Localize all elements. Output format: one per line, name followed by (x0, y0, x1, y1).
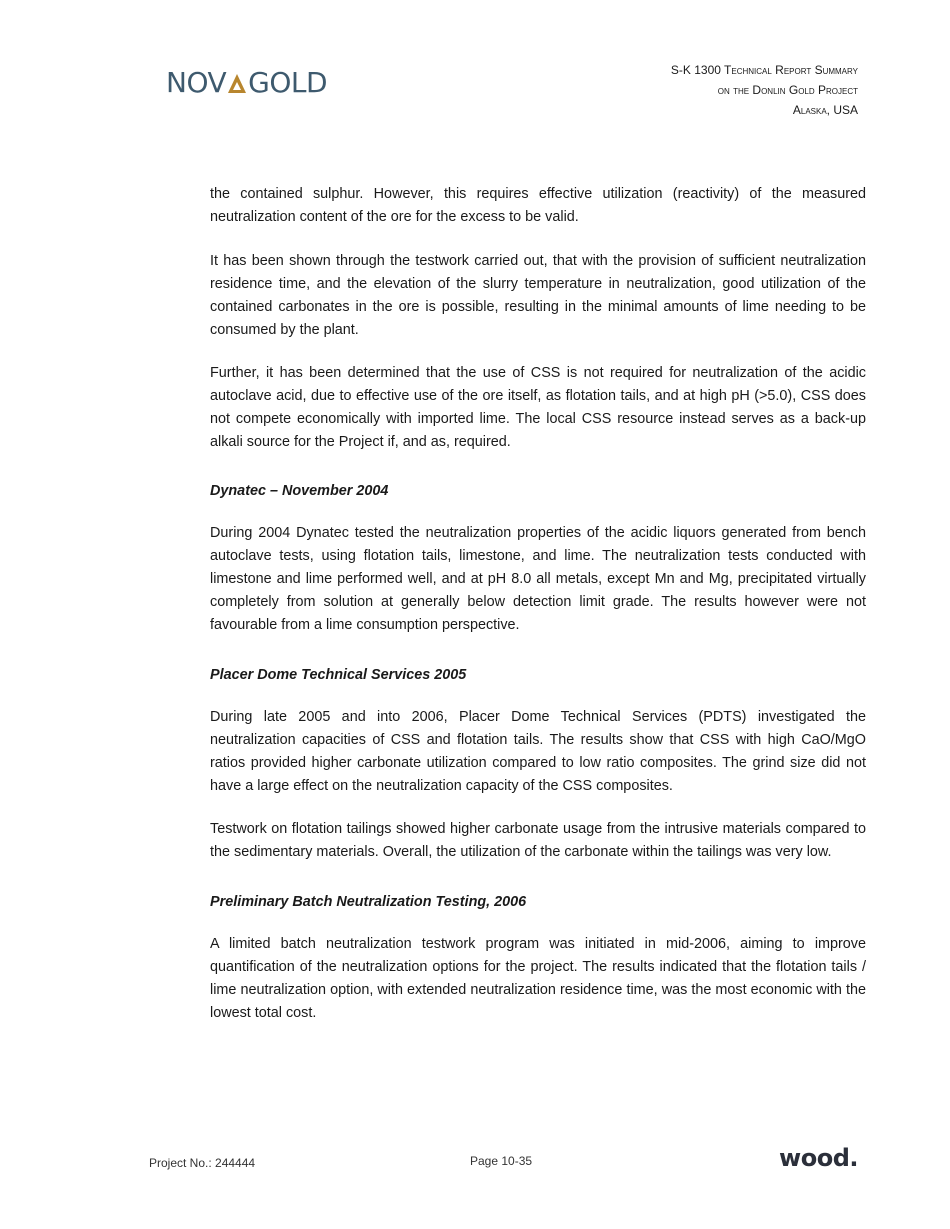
page-number: Page 10-35 (470, 1154, 533, 1168)
body-paragraph: A limited batch neutralization testwork program was initiated in mid-2006, aiming to improve quantification of the neutralization options for the project. The results indicated that the flotation tails / lime neutralization option, with extended neutralization residence time, was the most economic with the lowest total cost. (210, 936, 866, 1021)
report-title-block (671, 60, 858, 120)
wood-logo: wood. (779, 1144, 858, 1172)
report-title-line-2: on the Donlin Gold Project (717, 83, 858, 97)
section-heading: Dynatec – November 2004 (210, 483, 389, 499)
body-paragraph: It has been shown through the testwork carried out, that with the provision of sufficient neutralization residence time, and the elevation of the slurry temperature in neutralization, good utilization of the contained carbonates in the ore is possible, resulting in the minimal amounts of lime needing to be consumed by the plant. (210, 253, 866, 338)
section-heading: Preliminary Batch Neutralization Testing, 2006 (210, 894, 527, 910)
body-paragraph: Further, it has been determined that the use of CSS is not required for neutralization of the acidic autoclave acid, due to effective use of the ore itself, as flotation tails, and at high pH (>5.0), CSS does not compete economically with imported lime. The local CSS resource instead serves as a back-up alkali source for the Project if, and as, required. (210, 365, 866, 450)
body-paragraph: Testwork on flotation tailings showed higher carbonate usage from the intrusive materials compared to the sedimentary materials. Overall, the utilization of the carbonate within the tailings was very low. (210, 821, 866, 860)
body-paragraph: During 2004 Dynatec tested the neutralization properties of the acidic liquors generated from bench autoclave tests, using flotation tails, limestone, and lime. The neutralization tests conducted with limestone and lime performed well, and at pH 8.0 all metals, except Mn and Mg, precipitated virtually completely from solution at generally below detection limit grade. The results however were not favourable from a lime consumption perspective. (210, 525, 866, 633)
body-paragraph: During late 2005 and into 2006, Placer Dome Technical Services (PDTS) investigated the neutralization capacities of CSS and flotation tails. The results show that CSS with high CaO/MgO ratios provided higher carbonate utilization compared to low ratio composites. The grind size did not have a large effect on the neutralization capacity of the CSS composites. (210, 709, 866, 794)
logo-text-start: NOV (166, 66, 227, 99)
logo-text-end: GOLD (248, 66, 328, 99)
novagold-logo (166, 66, 327, 99)
document-body (210, 183, 866, 1025)
project-number: Project No.: 244444 (149, 1156, 256, 1170)
section-heading: Placer Dome Technical Services 2005 (210, 667, 467, 683)
logo-triangle-icon (227, 68, 247, 89)
report-title-line-3: Alaska, USA (792, 103, 858, 117)
body-paragraph: the contained sulphur. However, this requires effective utilization (reactivity) of the measured neutralization content of the ore for the excess to be valid. (210, 186, 866, 225)
report-title-line-1: S-K 1300 Technical Report Summary (670, 63, 858, 77)
